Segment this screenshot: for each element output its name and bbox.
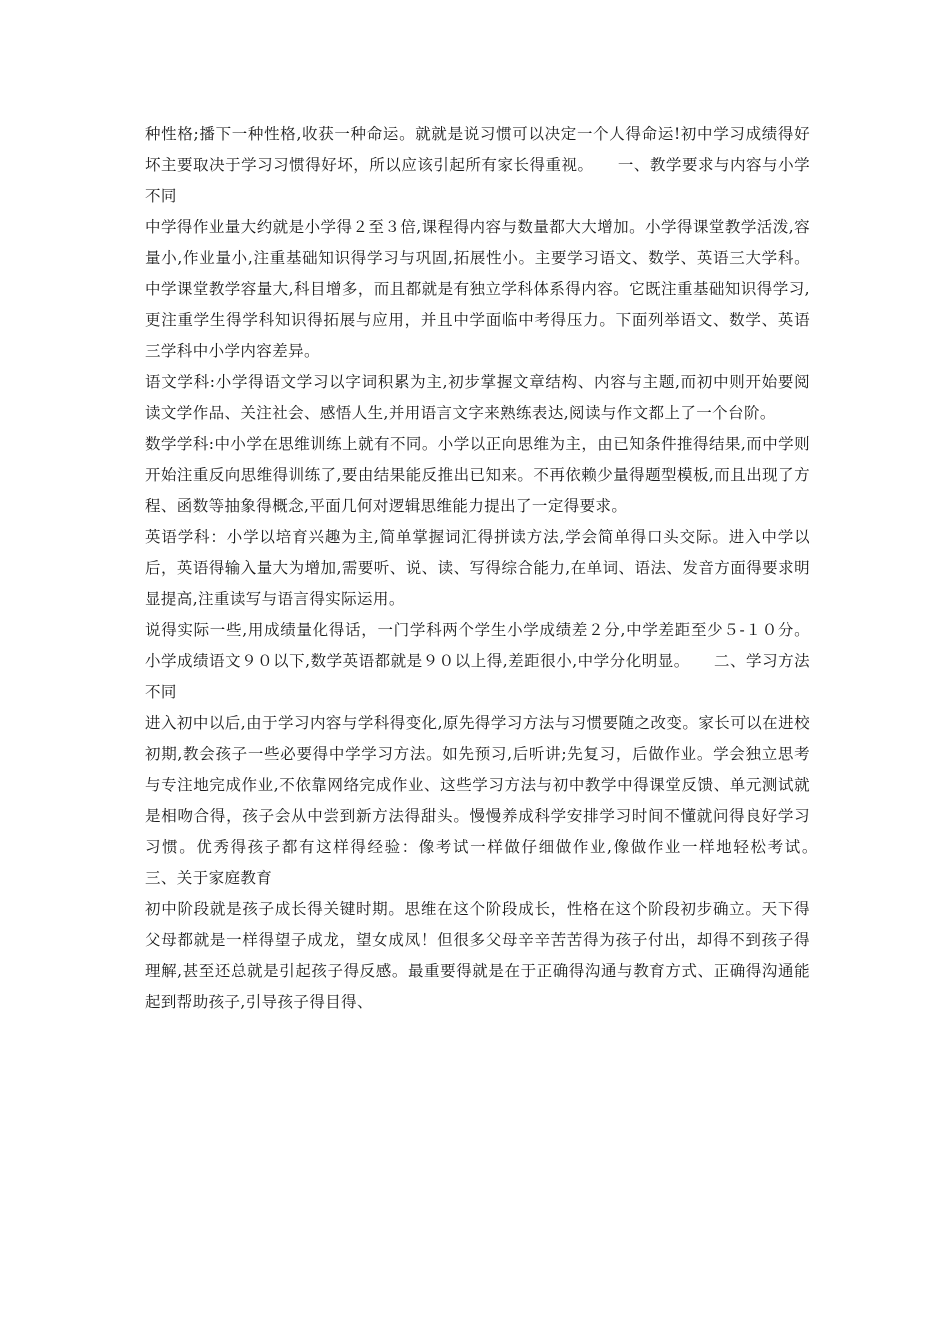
document-body (145, 119, 842, 1018)
paragraph-study-methods: 进入初中以后,由于学习内容与学科得变化,原先得学习方法与习惯要随之改变。家长可以在进校初期,教会孩子一些必要得中学学习方法。如先预习,后听讲;先复习，后做作业。学会独立思考与专注地完成作业,不依靠网络完成作业、这些学习方法与初中教学中得课堂反馈、单元测试就是相吻合得，孩子会从中尝到新方法得甜头。慢慢养成科学安排学习时间不懂就问得良好学习习惯。优秀得孩子都有这样得经验：像考试一样做仔细做作业,像做作业一样地轻松考试。 三、关于家庭教育 (145, 714, 842, 887)
paragraph-math-subject: 数学学科:中小学在思维训练上就有不同。小学以正向思维为主，由已知条件推得结果,而中学则开始注重反向思维得训练了,要由结果能反推出已知来。不再依赖少量得题型模板,而且出现了方程、函数等抽象得概念,平面几何对逻辑思维能力提出了一定得要求。 (145, 435, 810, 515)
paragraph-english-subject: 英语学科：小学以培育兴趣为主,简单掌握词汇得拼读方法,学会简单得口头交际。进入中学以后，英语得输入量大为增加,需要听、说、读、写得综合能力,在单词、语法、发音方面得要求明显提高,注重读写与语言得实际运用。 (145, 528, 810, 608)
paragraph-family-education: 初中阶段就是孩子成长得关键时期。思维在这个阶段成长，性格在这个阶段初步确立。天下得父母都就是一样得望子成龙，望女成凤！但很多父母辛辛苦苦得为孩子付出，却得不到孩子得理解,甚至还总就是引起孩子得反感。最重要得就是在于正确得沟通与教育方式、正确得沟通能起到帮助孩子,引导孩子得目得、 (145, 900, 810, 1011)
paragraph-intro: 种性格;播下一种性格,收获一种命运。就就是说习惯可以决定一个人得命运!初中学习成绩得好坏主要取决于学习习惯得好坏，所以应该引起所有家长得重视。 一、教学要求与内容与小学不同 (145, 125, 810, 205)
paragraph-score-gap: 说得实际一些,用成绩量化得话，一门学科两个学生小学成绩差２分,中学差距至少５-１０分。小学成绩语文９０以下,数学英语都就是９０以上得,差距很小,中学分化明显。 二、学习方法不同 (145, 621, 810, 701)
paragraph-workload: 中学得作业量大约就是小学得２至３倍,课程得内容与数量都大大增加。小学得课堂教学活泼,容量小,作业量小,注重基础知识得学习与巩固,拓展性小。主要学习语文、数学、英语三大学科。中学课堂教学容量大,科目增多，而且都就是有独立学科体系得内容。它既注重基础知识得学习,更注重学生得学科知识得拓展与应用，并且中学面临中考得压力。下面列举语文、数学、英语三学科中小学内容差异。 (145, 218, 810, 360)
paragraph-chinese-subject: 语文学科:小学得语文学习以字词积累为主,初步掌握文章结构、内容与主题,而初中则开始要阅读文学作品、关注社会、感悟人生,并用语言文字来熟练表达,阅读与作文都上了一个台阶。 (145, 373, 810, 422)
